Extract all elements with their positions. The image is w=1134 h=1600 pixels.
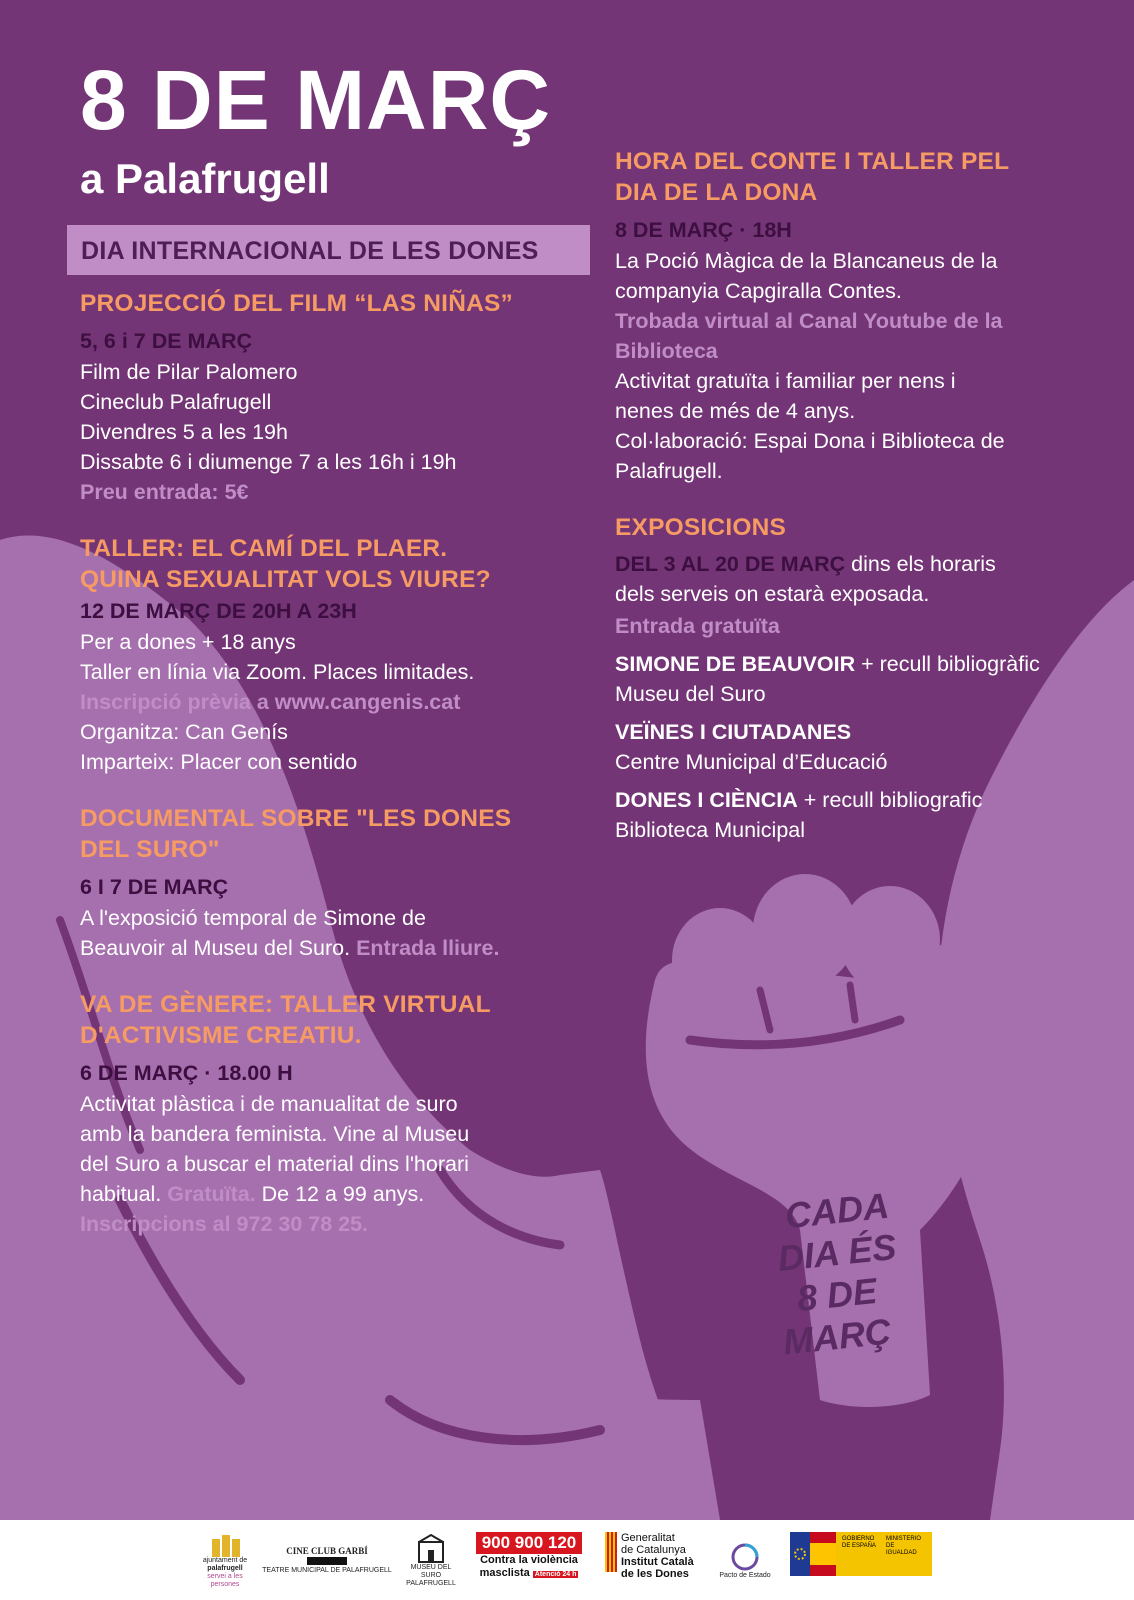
detail-line: Organitza: Can Genís	[80, 720, 288, 744]
circle-icon	[730, 1542, 760, 1572]
pacto-logo: Pacto de Estado	[715, 1532, 775, 1590]
exhibition-place: Museu del Suro	[615, 682, 766, 706]
title-band	[67, 225, 590, 275]
detail-line: Preu entrada: 5€	[80, 480, 249, 504]
page-title: 8 DE MARÇ	[80, 53, 552, 147]
detail-line: habitual. Gratuïta. De 12 a 99 anys.	[80, 1182, 425, 1206]
detail-line: amb la bandera feminista. Vine al Museu	[80, 1122, 470, 1146]
exhibition-name: SIMONE DE BEAUVOIR	[615, 652, 856, 676]
detail-line: Inscripcions al 972 30 78 25.	[80, 1212, 369, 1236]
event-title: TALLER: EL CAMÍ DEL PLAER. QUINA SEXUALITAT VOLS VIURE?	[80, 535, 491, 593]
exhibition-place: Centre Municipal d’Educació	[615, 750, 888, 774]
detail-line: A l'exposició temporal de Simone de	[80, 906, 426, 930]
detail-line: dels serveis on estarà exposada.	[615, 582, 930, 606]
event-section	[80, 989, 600, 1239]
event-date: 6 I 7 DE MARÇ	[80, 875, 229, 899]
event-title: PROJECCIÓ DEL FILM “LAS NIÑAS”	[80, 290, 513, 317]
detail-line: del Suro a buscar el material dins l'horari	[80, 1152, 469, 1176]
event-date: 6 DE MARÇ · 18.00 H	[80, 1061, 293, 1085]
detail-line: Taller en línia via Zoom. Places limitades.	[80, 660, 475, 684]
event-date: 8 DE MARÇ · 18H	[615, 218, 792, 242]
detail-line: Dissabte 6 i diumenge 7 a les 16h i 19h	[80, 450, 457, 474]
event-title: HORA DEL CONTE I TALLER PEL DIA DE LA DONA	[615, 148, 1010, 206]
exhibition-item	[615, 717, 1095, 777]
event-exposicions	[615, 512, 1095, 845]
museu-logo: MUSEU DEL SURO PALAFRUGELL	[410, 1532, 452, 1590]
detail-line: Trobada virtual al Canal Youtube de la	[615, 309, 1003, 333]
detail-line: Cineclub Palafrugell	[80, 390, 272, 414]
exhibition-name: DONES I CIÈNCIA	[615, 788, 798, 812]
exhibition-name: VEÏNES I CIUTADANES	[615, 720, 852, 744]
fist-finger-line	[850, 985, 855, 1020]
detail-line: Inscripció prèvia a www.cangenis.cat	[80, 690, 461, 714]
event-conte	[615, 146, 1095, 486]
detail-line: Activitat gratuïta i familiar per nens i	[615, 369, 956, 393]
hotline-number: 900 900 120	[476, 1532, 582, 1554]
event-section	[80, 533, 600, 777]
eu-flag-icon	[790, 1532, 810, 1576]
detail-line: Per a dones + 18 anys	[80, 630, 296, 654]
sponsor-footer	[0, 1520, 1134, 1600]
detail-line: Col·laboració: Espai Dona i Biblioteca de	[615, 429, 1005, 453]
detail-line: Activitat plàstica i de manualitat de suro	[80, 1092, 458, 1116]
entry-note: Entrada gratuïta	[615, 614, 780, 638]
event-details	[615, 246, 1095, 486]
event-title: VA DE GÈNERE: TALLER VIRTUAL D'ACTIVISME CREATIU.	[80, 991, 491, 1049]
band-label: DIA INTERNACIONAL DE LES DONES	[81, 237, 539, 265]
detail-line: Beauvoir al Museu del Suro. Entrada lliure.	[80, 936, 500, 960]
building-icon	[416, 1534, 446, 1564]
generalitat-logo: Generalitat de Catalunya Institut Català de les Dones	[605, 1532, 705, 1590]
hotline-badge: Atenció 24 h	[534, 1571, 577, 1578]
right-column	[615, 146, 1095, 871]
tower-icon	[208, 1533, 242, 1557]
event-title: DOCUMENTAL SOBRE "LES DONES DEL SURO"	[80, 805, 512, 863]
detail-line: La Poció Màgica de la Blancaneus de la	[615, 249, 998, 273]
exhibition-item: SIMONE DE BEAUVOIR + recull bibliogràfic Museu del Suro	[615, 649, 1095, 709]
detail-line: companyia Capgiralla Contes.	[615, 279, 902, 303]
cineclub-logo: CINE CLUB GARBÍ TEATRE MUNICIPAL DE PALAFRUGELL	[262, 1546, 392, 1574]
ajuntament-logo: ajuntament de palafrugell servei a les persones	[195, 1532, 255, 1590]
spain-flag-icon	[810, 1532, 836, 1576]
event-title: EXPOSICIONS	[615, 514, 787, 541]
senyera-icon	[605, 1532, 617, 1572]
detail-line: Imparteix: Placer con sentido	[80, 750, 358, 774]
detail-line: Palafrugell.	[615, 459, 723, 483]
event-date: 5, 6 i 7 DE MARÇ	[80, 329, 253, 353]
event-details	[615, 549, 1095, 609]
detail-line: Film de Pilar Palomero	[80, 360, 298, 384]
exhibition-item: DONES I CIÈNCIA + recull bibliografic Biblioteca Municipal	[615, 785, 1095, 845]
film-icon	[307, 1555, 347, 1567]
exhibition-list	[615, 649, 1095, 845]
violence-hotline: 900 900 120 Contra la violència masclista Atenció 24 h	[476, 1532, 582, 1590]
page-subtitle: a Palafrugell	[80, 155, 330, 202]
detail-line: nenes de més de 4 anys.	[615, 399, 856, 423]
stamp-slogan: CADA DIA ÉS 8 DE MARÇ	[775, 1184, 899, 1363]
left-column	[80, 288, 600, 1265]
detail-line: Divendres 5 a les 19h	[80, 420, 288, 444]
detail-line: Biblioteca	[615, 339, 718, 363]
gobierno-logo: GOBIERNO DE ESPAÑA MINISTERIO DE IGUALDAD	[790, 1532, 940, 1582]
event-section	[80, 288, 600, 507]
event-date: 12 DE MARÇ DE 20H A 23H	[80, 599, 357, 623]
exhibition-place: Biblioteca Municipal	[615, 818, 806, 842]
detail-line: DEL 3 AL 20 DE MARÇ dins els horaris	[615, 552, 996, 576]
event-section	[80, 803, 600, 963]
